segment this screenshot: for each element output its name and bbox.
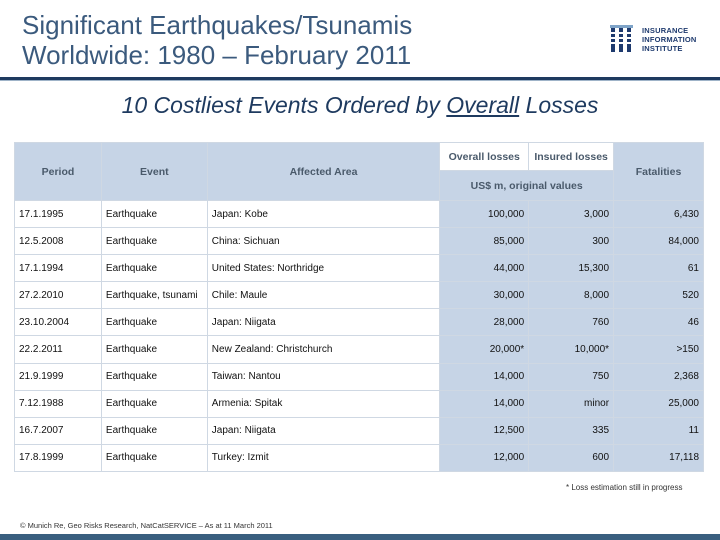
cell-area: China: Sichuan [207, 228, 440, 255]
cell-area: Armenia: Spitak [207, 390, 440, 417]
cell-event: Earthquake [101, 336, 207, 363]
cell-overall: 100,000 [440, 201, 529, 228]
cell-overall: 30,000 [440, 282, 529, 309]
cell-overall: 12,500 [440, 417, 529, 444]
table-row [15, 228, 704, 255]
header-event: Event [101, 143, 207, 201]
slide-title-line1: Significant Earthquakes/Tsunamis [22, 10, 413, 40]
cell-insured: minor [529, 390, 614, 417]
cell-fatalities: 84,000 [614, 228, 704, 255]
title-rule-thin [0, 80, 720, 81]
header-period: Period [15, 143, 102, 201]
cell-overall: 14,000 [440, 363, 529, 390]
cell-event: Earthquake [101, 309, 207, 336]
bottom-bar [0, 534, 720, 540]
cell-insured: 600 [529, 444, 614, 471]
cell-fatalities: 61 [614, 255, 704, 282]
cell-event: Earthquake [101, 444, 207, 471]
cell-insured: 300 [529, 228, 614, 255]
table-row [15, 336, 704, 363]
cell-area: Japan: Kobe [207, 201, 440, 228]
cell-overall: 20,000* [440, 336, 529, 363]
cell-area: Japan: Niigata [207, 417, 440, 444]
cell-overall: 12,000 [440, 444, 529, 471]
iii-logo-mark-icon [610, 24, 638, 54]
subtitle-suffix: Losses [519, 92, 599, 118]
header-fatalities: Fatalities [614, 143, 704, 201]
cell-period: 16.7.2007 [15, 417, 102, 444]
table-row [15, 417, 704, 444]
table-row [15, 363, 704, 390]
cell-period: 7.12.1988 [15, 390, 102, 417]
cell-area: Taiwan: Nantou [207, 363, 440, 390]
subtitle-prefix: 10 Costliest Events Ordered by [121, 92, 447, 118]
table-row [15, 444, 704, 471]
cell-area: Chile: Maule [207, 282, 440, 309]
cell-insured: 335 [529, 417, 614, 444]
subtitle [0, 92, 720, 119]
table-row [15, 282, 704, 309]
subtitle-underlined: Overall [446, 92, 520, 118]
cell-overall: 44,000 [440, 255, 529, 282]
cell-event: Earthquake [101, 390, 207, 417]
header-insured-losses: Insured losses [529, 143, 614, 171]
cell-fatalities: 520 [614, 282, 704, 309]
cell-fatalities: >150 [614, 336, 704, 363]
cell-area: United States: Northridge [207, 255, 440, 282]
cell-fatalities: 46 [614, 309, 704, 336]
logo-line2: INFORMATION [642, 35, 697, 44]
cell-period: 21.9.1999 [15, 363, 102, 390]
cell-area: Japan: Niigata [207, 309, 440, 336]
logo-line3: INSTITUTE [642, 44, 683, 53]
slide-title-line2: Worldwide: 1980 – February 2011 [22, 40, 412, 70]
logo-line1: INSURANCE [642, 26, 689, 35]
cell-period: 17.1.1995 [15, 201, 102, 228]
cell-fatalities: 17,118 [614, 444, 704, 471]
cell-insured: 8,000 [529, 282, 614, 309]
cell-event: Earthquake [101, 201, 207, 228]
cell-insured: 760 [529, 309, 614, 336]
cell-period: 23.10.2004 [15, 309, 102, 336]
header-overall-losses: Overall losses [440, 143, 529, 171]
cell-area: Turkey: Izmit [207, 444, 440, 471]
cell-event: Earthquake [101, 255, 207, 282]
cell-area: New Zealand: Christchurch [207, 336, 440, 363]
cell-fatalities: 25,000 [614, 390, 704, 417]
cell-overall: 28,000 [440, 309, 529, 336]
cell-period: 17.8.1999 [15, 444, 102, 471]
cell-insured: 750 [529, 363, 614, 390]
losses-table [14, 142, 704, 472]
table-row [15, 255, 704, 282]
source-credit: © Munich Re, Geo Risks Research, NatCatSERVICE – As at 11 March 2011 [20, 521, 273, 530]
cell-insured: 10,000* [529, 336, 614, 363]
table-row [15, 390, 704, 417]
cell-insured: 3,000 [529, 201, 614, 228]
cell-event: Earthquake [101, 417, 207, 444]
cell-overall: 85,000 [440, 228, 529, 255]
cell-period: 27.2.2010 [15, 282, 102, 309]
cell-period: 12.5.2008 [15, 228, 102, 255]
cell-fatalities: 6,430 [614, 201, 704, 228]
cell-insured: 15,300 [529, 255, 614, 282]
cell-overall: 14,000 [440, 390, 529, 417]
header-affected-area: Affected Area [207, 143, 440, 201]
table-row [15, 201, 704, 228]
cell-fatalities: 11 [614, 417, 704, 444]
cell-period: 17.1.1994 [15, 255, 102, 282]
slide-title [22, 10, 562, 70]
cell-period: 22.2.2011 [15, 336, 102, 363]
cell-event: Earthquake [101, 363, 207, 390]
cell-event: Earthquake [101, 228, 207, 255]
footnote: * Loss estimation still in progress [566, 483, 683, 492]
cell-event: Earthquake, tsunami [101, 282, 207, 309]
cell-fatalities: 2,368 [614, 363, 704, 390]
iii-logo [610, 24, 710, 64]
header-units: US$ m, original values [440, 171, 614, 201]
table-row [15, 309, 704, 336]
